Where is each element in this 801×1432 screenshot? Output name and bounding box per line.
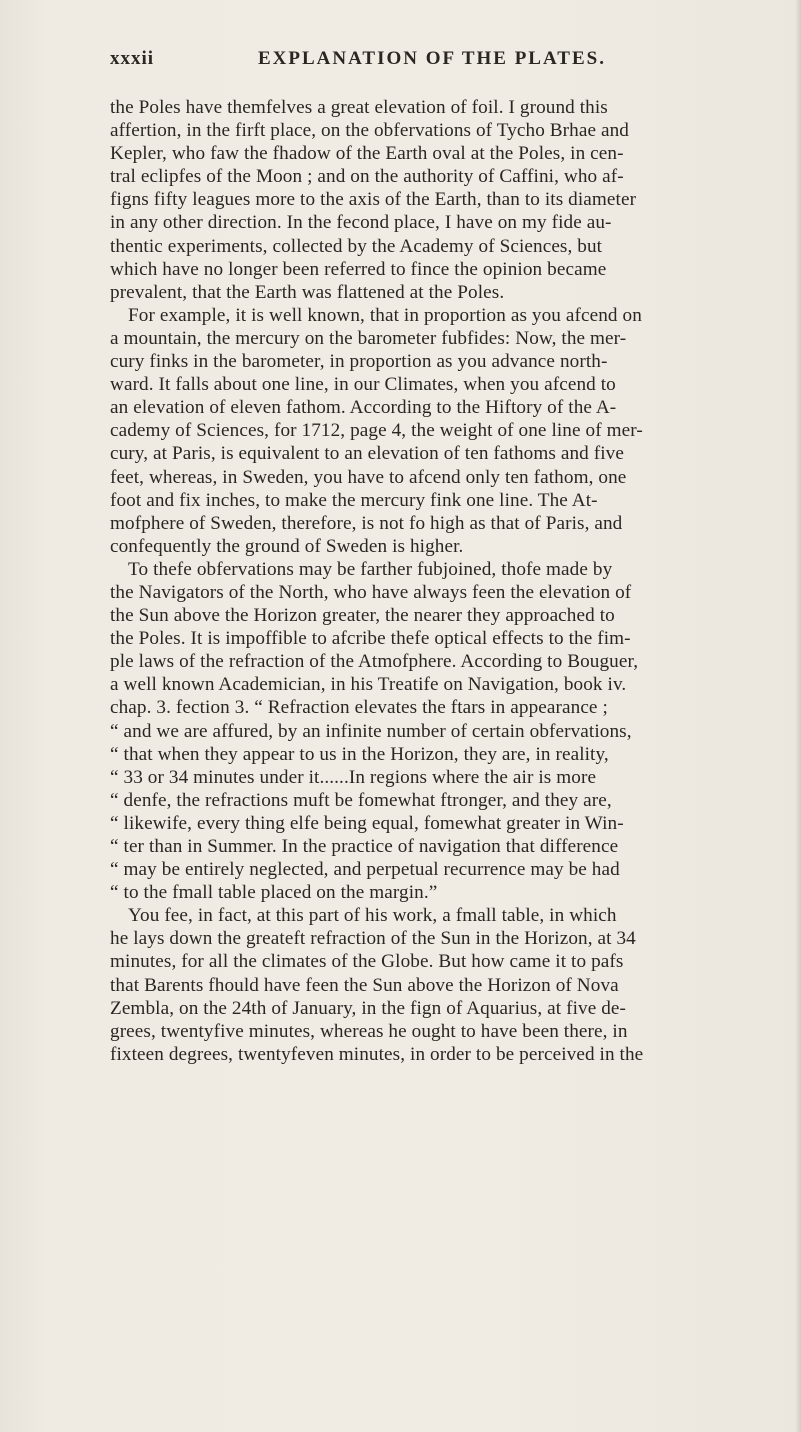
text-line: which have no longer been referred to fince the opinion became xyxy=(110,258,607,280)
text-line: tral eclipfes of the Moon ; and on the authority of Caffini, who af- xyxy=(110,166,624,188)
text-line: the Sun above the Horizon greater, the nearer they approached to xyxy=(110,605,615,627)
text-line: ple laws of the refraction of the Atmofphere. According to Bouguer, xyxy=(110,651,639,673)
text-line: an elevation of eleven fathom. According to the Hiftory of the A- xyxy=(110,397,617,419)
page-edge xyxy=(795,0,801,1432)
text-line: cury finks in the barometer, in proportion as you advance north- xyxy=(110,351,608,373)
text-line: affertion, in the firft place, on the obfervations of Tycho Brhae and xyxy=(110,120,630,142)
text-line: ward. It falls about one line, in our Climates, when you afcend to xyxy=(110,374,616,396)
text-line: For example, it is well known, that in proportion as you afcend on xyxy=(128,304,642,326)
text-line: “ and we are affured, by an infinite number of certain obfervations, xyxy=(110,720,632,742)
text-line: confequently the ground of Sweden is higher. xyxy=(110,535,464,557)
text-line: thentic experiments, collected by the Academy of Sciences, but xyxy=(110,235,603,257)
text-line: fixteen degrees, twentyfeven minutes, in order to be perceived in the xyxy=(110,1043,644,1065)
text-line: the Poles. It is impoffible to afcribe thefe optical effects to the fim- xyxy=(110,628,631,650)
text-line: the Poles have themfelves a great elevation of foil. I ground this xyxy=(110,97,608,118)
text-line: Kepler, who faw the fhadow of the Earth oval at the Poles, in cen- xyxy=(110,143,624,165)
text-line: he lays down the greateft refraction of the Sun in the Horizon, at 34 xyxy=(110,928,636,950)
text-line: Zembla, on the 24th of January, in the fign of Aquarius, at five de- xyxy=(110,997,627,1019)
text-line: “ ter than in Summer. In the practice of navigation that difference xyxy=(110,836,619,857)
text-line: “ that when they appear to us in the Horizon, they are, in reality, xyxy=(110,743,609,765)
text-line: a mountain, the mercury on the barometer fubfides: Now, the mer- xyxy=(110,327,627,349)
text-line: “ 33 or 34 minutes under it......In regions where the air is more xyxy=(110,766,597,788)
page-number: xxxii xyxy=(110,48,155,69)
text-line: the Navigators of the North, who have always feen the elevation of xyxy=(110,581,632,603)
text-line: “ to the fmall table placed on the margin.” xyxy=(110,882,438,904)
text-line: that Barents fhould have feen the Sun above the Horizon of Nova xyxy=(110,974,619,996)
body-text xyxy=(110,96,780,1066)
text-line: chap. 3. fection 3. “ Refraction elevates the ftars in appearance ; xyxy=(110,697,608,719)
text-line: cademy of Sciences, for 1712, page 4, the weight of one line of mer- xyxy=(110,420,643,442)
text-line: prevalent, that the Earth was flattened at the Poles. xyxy=(110,281,505,303)
page-header xyxy=(110,48,761,78)
text-line: To thefe obfervations may be farther fubjoined, thofe made by xyxy=(128,558,613,580)
text-line: mofphere of Sweden, therefore, is not fo high as that of Paris, and xyxy=(110,512,623,534)
text-line: You fee, in fact, at this part of his work, a fmall table, in which xyxy=(128,905,617,927)
text-line: figns fifty leagues more to the axis of the Earth, than to its diameter xyxy=(110,189,637,211)
text-line: “ likewife, every thing elfe being equal, fomewhat greater in Win- xyxy=(110,812,624,834)
text-line: grees, twentyfive minutes, whereas he ought to have been there, in xyxy=(110,1020,628,1042)
text-line: “ denfe, the refractions muft be fomewhat ftronger, and they are, xyxy=(110,789,612,811)
text-line: a well known Academician, in his Treatife on Navigation, book iv. xyxy=(110,674,627,696)
text-line: in any other direction. In the fecond place, I have on my fide au- xyxy=(110,212,612,234)
text-line: “ may be entirely neglected, and perpetual recurrence may be had xyxy=(110,859,620,881)
text-line: feet, whereas, in Sweden, you have to afcend only ten fathom, one xyxy=(110,466,627,488)
text-line: cury, at Paris, is equivalent to an elevation of ten fathoms and five xyxy=(110,443,624,465)
text-line: minutes, for all the climates of the Globe. But how came it to pafs xyxy=(110,951,624,973)
running-title: EXPLANATION OF THE PLATES. xyxy=(258,48,606,69)
text-line: foot and fix inches, to make the mercury fink one line. The At- xyxy=(110,489,598,511)
